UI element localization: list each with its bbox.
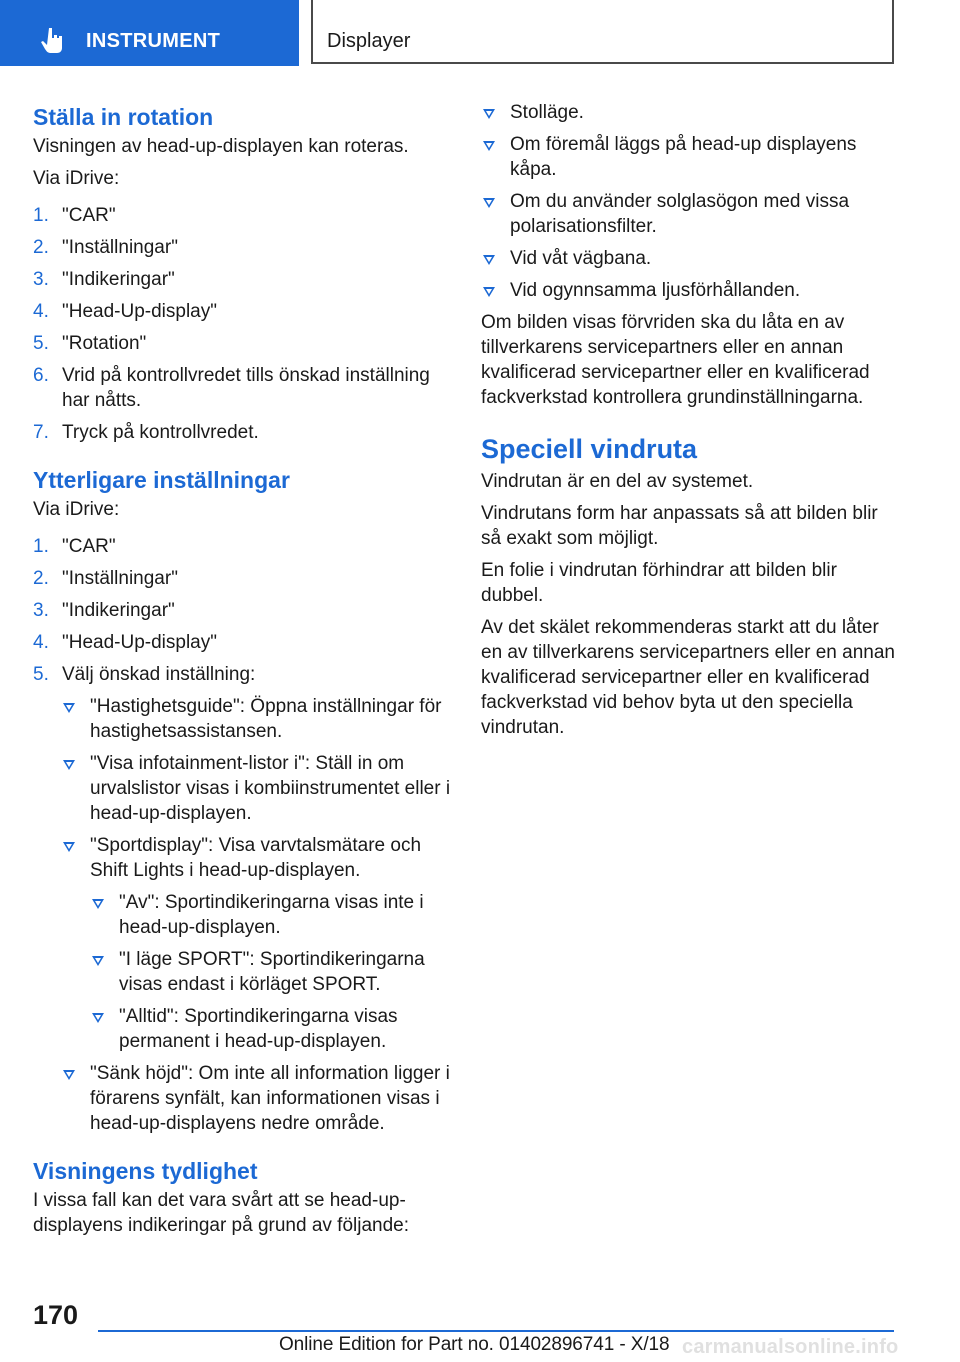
hand-pointer-icon [40,26,66,54]
list-item [33,534,451,559]
heading-windshield: Speciell vindruta [481,434,698,464]
footer-divider [98,1330,894,1332]
step-number: 1. [33,536,49,557]
list-item [33,267,451,292]
heading-rotation: Ställa in rotation [33,104,214,130]
list-item [33,662,451,687]
list-item [33,694,451,744]
bullet-text: Vid våt vägbana. [510,248,652,269]
list-item [481,278,899,303]
paragraph-windshield-1: Vindrutan är en del av systemet. [481,471,754,492]
watermark: carmanualsonline.info [682,1336,899,1358]
triangle-bullet-icon [483,198,495,208]
list-item [481,132,899,182]
paragraph-distorted: Om bilden visas förvriden ska du låta en av tillverkarens servicepartners eller en annan kvalificerad servicepartner eller en kvalificerad fackverkstad kontrollera grundinställningarna. [481,312,870,408]
step-text: Tryck på kontrollvredet. [62,422,259,443]
heading-more-settings: Ytterligare inställningar [33,467,290,493]
paragraph-visibility: I vissa fall kan det vara svårt att se head-up-displayens indikeringar på grund av följande: [33,1190,410,1236]
left-column [33,100,451,1238]
step-number: 1. [33,205,49,226]
paragraph-rotation: Visningen av head-up-displayen kan roteras. [33,136,409,157]
triangle-bullet-icon [63,760,75,770]
step-number: 3. [33,600,49,621]
heading-visibility: Visningens tydlighet [33,1158,258,1184]
bullet-text: Om föremål läggs på head-up displayens kåpa. [510,134,857,180]
list-item [33,299,451,324]
option-text: "I läge SPORT": Sportindikeringarna visas endast i körläget SPORT. [119,949,425,995]
list-item [33,1061,451,1136]
topic-label: Displayer [327,30,411,52]
triangle-bullet-icon [483,287,495,297]
via-idrive-label: Via iDrive: [33,499,120,520]
triangle-bullet-icon [483,141,495,151]
list-item [33,420,451,445]
step-number: 2. [33,237,49,258]
step-number: 5. [33,664,49,685]
triangle-bullet-icon [63,703,75,713]
option-text: "Alltid": Sportindikeringarna visas permanent i head-up-displayen. [119,1006,398,1052]
triangle-bullet-icon [483,255,495,265]
list-item [33,751,451,826]
list-item [33,331,451,356]
paragraph-windshield-2: Vindrutans form har anpassats så att bilden blir så exakt som möjligt. [481,503,878,549]
step-text: "Head-Up-display" [62,301,217,322]
triangle-bullet-icon [63,842,75,852]
step-text: "Indikeringar" [62,269,175,290]
steps-list-rotation [33,203,451,445]
section-tab [0,0,299,66]
step-text: Vrid på kontrollvredet tills önskad inställning har nåtts. [62,365,430,411]
step-number: 4. [33,632,49,653]
step-text: "CAR" [62,536,116,557]
paragraph-windshield-4: Av det skälet rekommenderas starkt att du låter en av tillverkarens servicepartners eller en annan kvalificerad servicepartner eller en kvalificerad fackverkstad vid behov byta ut den speciella vindrutan. [481,617,895,738]
right-column [481,100,899,740]
triangle-bullet-icon [483,109,495,119]
step-number: 2. [33,568,49,589]
list-item [481,246,899,271]
step-text: "Rotation" [62,333,147,354]
list-item [33,947,451,997]
bullet-text: Stolläge. [510,102,584,123]
via-idrive-label: Via iDrive: [33,168,120,189]
steps-list-settings [33,534,451,1136]
edition-text: Online Edition for Part no. 01402896741 - X/18 [279,1334,670,1355]
list-item [33,363,451,413]
triangle-bullet-icon [92,1013,104,1023]
list-item [33,1004,451,1054]
bullet-text: Om du använder solglasögon med vissa polarisationsfilter. [510,191,850,237]
option-text: "Hastighetsguide": Öppna inställningar för hastighetsassistansen. [90,696,442,742]
option-text: "Av": Sportindikeringarna visas inte i head-up-displayen. [119,892,424,938]
step-text: "CAR" [62,205,116,226]
list-item [33,833,451,883]
list-item [33,203,451,228]
step-number: 3. [33,269,49,290]
step-text: "Inställningar" [62,568,178,589]
topic-box [311,0,894,64]
step-number: 4. [33,301,49,322]
step-text: "Inställningar" [62,237,178,258]
option-text: "Sportdisplay": Visa varvtalsmätare och Shift Lights i head-up-displayen. [90,835,422,881]
triangle-bullet-icon [63,1070,75,1080]
triangle-bullet-icon [92,956,104,966]
step-number: 5. [33,333,49,354]
step-text: Välj önskad inställning: [62,664,256,685]
list-item [33,890,451,940]
page-number: 170 [33,1300,79,1330]
option-text: "Visa infotainment-listor i": Ställ in om urvalslistor visas i kombiinstrumentet eller i head-up-displayen. [90,753,451,824]
paragraph-windshield-3: En folie i vindrutan förhindrar att bilden blir dubbel. [481,560,837,606]
option-text: "Sänk höjd": Om inte all information ligger i förarens synfält, kan informationen visas i head-up-displayens nedre område. [90,1063,450,1134]
list-item [33,235,451,260]
bullet-text: Vid ogynnsamma ljusförhållanden. [510,280,801,301]
list-item [33,598,451,623]
step-text: "Head-Up-display" [62,632,217,653]
list-item [33,566,451,591]
step-number: 7. [33,422,49,443]
step-text: "Indikeringar" [62,600,175,621]
list-item [481,100,899,125]
step-number: 6. [33,365,49,386]
triangle-bullet-icon [92,899,104,909]
list-item [33,630,451,655]
section-label: INSTRUMENT [86,30,221,52]
conditions-list [481,100,899,303]
list-item [481,189,899,239]
